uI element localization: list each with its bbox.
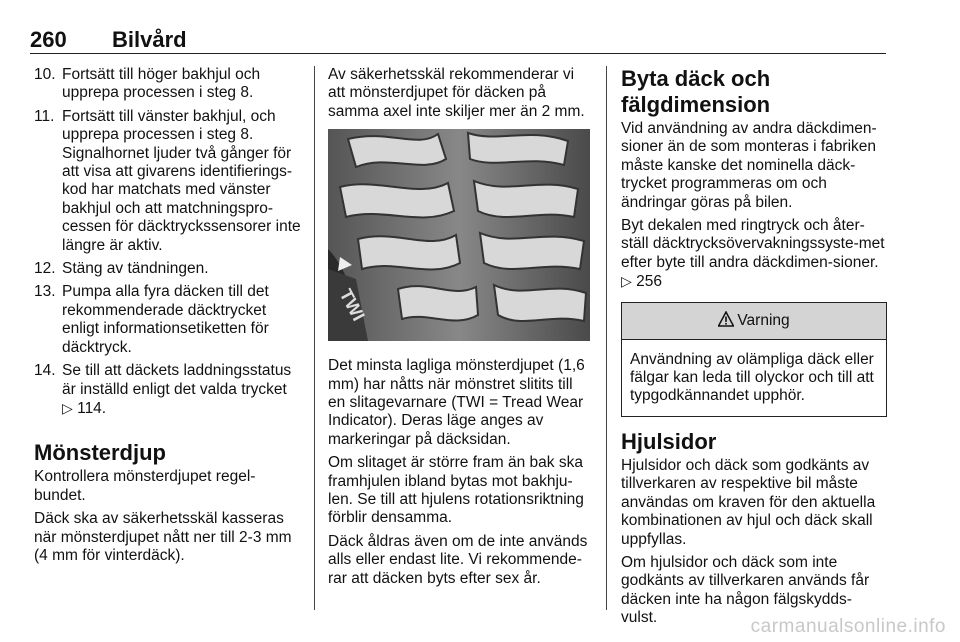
warning-header [622,303,886,340]
page-number: 260 [30,27,67,52]
heading-byta-dack: Byta däck och fälgdimension [621,66,771,117]
paragraph: Om hjulsidor och däck som inte godkänts av tillverkaren används får däcken inte ha någon fälgskydds-vulst. [621,553,870,627]
paragraph: Byt dekalen med ringtryck och åter-ställ däcktrycksövervakningssyste-met efter byte till andra däckdimen-sioner. ▷ 256 [621,217,885,291]
paragraph: Av säkerhetsskäl rekommenderar vi att mönsterdjupet för däcken på samma axel inte skiljer mer än 2 mm. [328,66,585,120]
column-middle [328,66,590,593]
list-item: 12. Stäng av tändningen. [34,260,209,278]
page-header [30,27,886,54]
tire-tread-illustration [328,129,590,341]
paragraph: Om slitaget är större fram än bak ska framhjulen ibland bytas mot bakhju-len. Se till att hjulens rotationsriktning förblir densamma. [328,454,584,527]
list-item: 11. Fortsätt till vänster bakhjul, och upprepa processen i steg 8. Signalhornet ljuder två gånger för att visa att givarens identifierings-kod har matchats med vänster bakhjul och att matchningspro-cessen för däcktryckssensorer inte längre är aktiv. [34,107,301,254]
page-reference-link[interactable]: 256 [636,273,662,291]
list-item: 10. Fortsätt till höger bakhjul och upprepa processen i steg 8. [34,66,261,102]
paragraph: Det minsta lagliga mönsterdjupet (1,6 mm) har nåtts när mönstret slitits till en slitagevarnare (TWI = Tread Wear Indicator). Deras läge anges av markeringar på däcksidan. [328,357,585,448]
page-reference-link[interactable]: 114. [77,399,107,417]
section-title: Bilvård [112,27,187,52]
list-item: 14. Se till att däckets laddningsstatus är inställd enligt det valda trycket ▷ 114. [34,362,292,417]
paragraph: Hjulsidor och däck som godkänts av tillverkaren av respektive bil måste användas om kraven för den aktuella kombinationen av hjul och däck skall uppfyllas. [621,456,876,548]
tire-twi-label: TWI [335,285,369,325]
warning-box [621,302,887,417]
paragraph: Däck ska av säkerhetsskäl kasseras när mönsterdjupet nått ner till 2-3 mm (4 mm för vinterdäck). [34,510,292,564]
heading-hjulsidor: Hjulsidor [621,428,717,454]
list-item: 13. Pumpa alla fyra däcken till det rekommenderade däcktrycket enligt informationsetiketten för däcktryck. [34,283,269,356]
warning-triangle-icon [718,311,734,327]
warning-text: Användning av olämpliga däck eller fälgar kan leda till olyckor och till att typgodkännandet upphör. [630,350,874,405]
page-reference-icon: ▷ [621,273,632,290]
warning-title: Varning [737,311,790,329]
paragraph: Vid användning av andra däckdimen-sioner än de som monteras i fabriken måste kanske det nominella däck-trycket programmeras om och ändringar göras på bilen. [621,120,877,211]
column-right [621,66,887,633]
column-divider [314,66,315,610]
watermark: carmanualsonline.info [750,616,946,637]
step-list [34,66,304,418]
heading-monsterdjup: Mönsterdjup [34,440,166,466]
paragraph: Däck åldras även om de inte används alls eller endast lite. Vi rekommende-rar att däcken byts efter sex år. [328,532,588,587]
column-divider [606,66,607,610]
paragraph: Kontrollera mönsterdjupet regel-bundet. [34,468,256,504]
page-reference-icon: ▷ [62,399,73,416]
column-left [34,66,304,570]
